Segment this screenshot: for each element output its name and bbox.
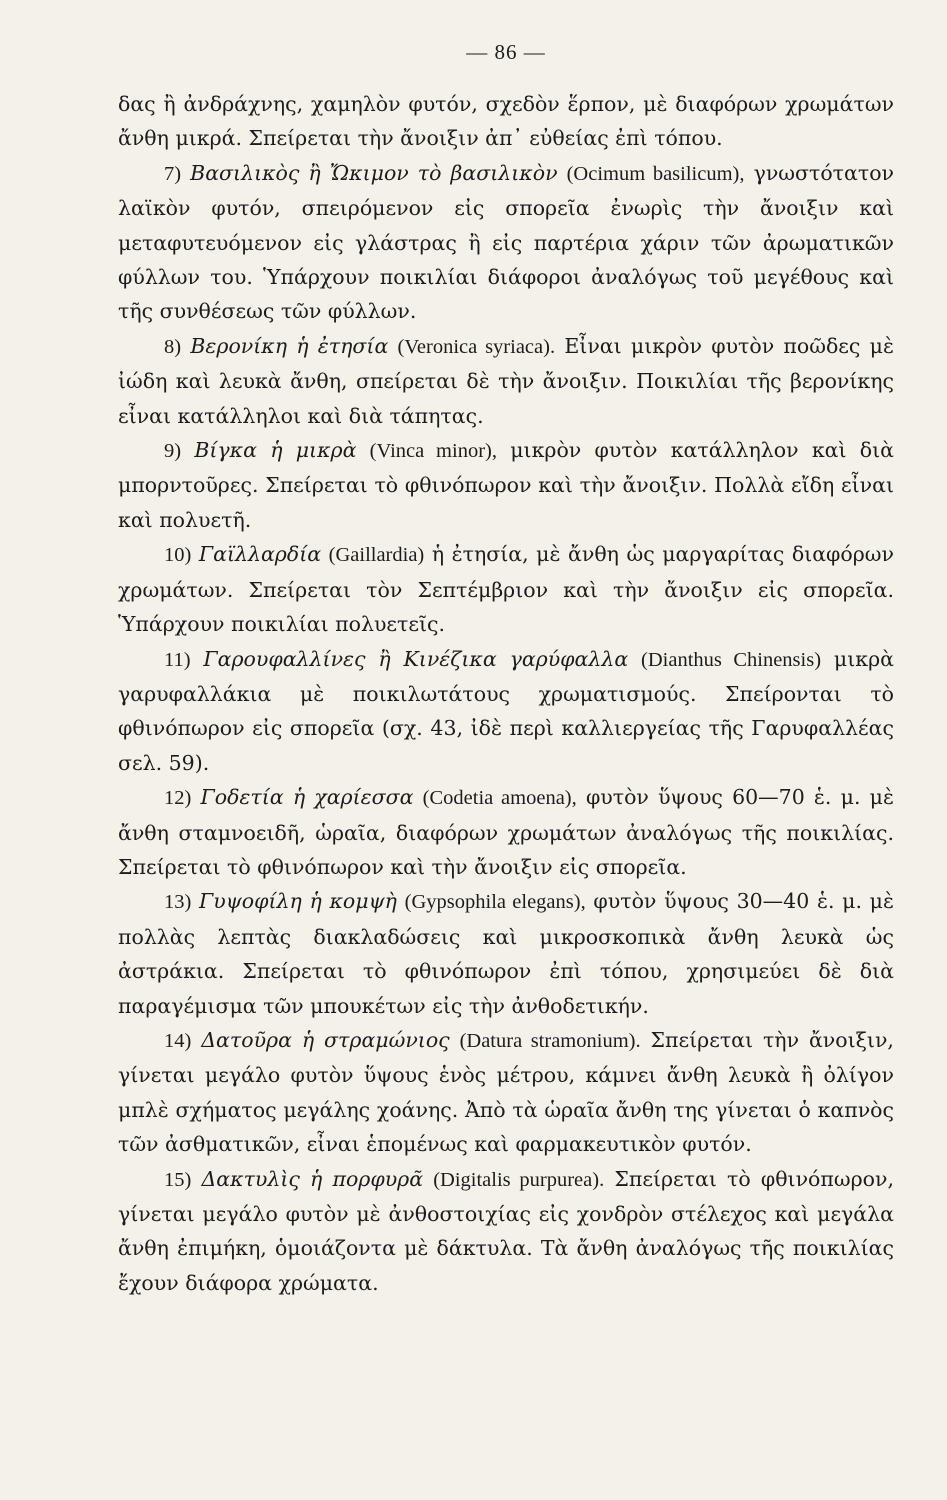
latin-name: (Gypsophila elegans),	[404, 891, 586, 914]
page-number: — 86 —	[466, 40, 546, 64]
entry-number: 13)	[164, 891, 192, 914]
entry-number: 7)	[164, 162, 182, 185]
plant-entry	[118, 1023, 894, 1162]
plant-entry	[118, 433, 894, 537]
plant-entries	[118, 156, 894, 1300]
entry-description: φυτὸν ὕψους 30—40 ἑ. μ. μὲ πολλὰς λεπτὰς διακλαδώσεις καὶ μικροσκοπικὰ ἄνθη λευκὰ ὡς ἀστράκια. Σπείρεται τὸ φθινόπωρον ἐπὶ τόπου, χρησιμεύει δὲ διὰ παραγέμισμα τῶν μπουκέτων εἰς τὴν ἀνθοδετικήν.	[118, 889, 894, 1018]
entry-number: 11)	[164, 648, 191, 671]
plant-entry	[118, 1162, 894, 1301]
latin-name: (Dianthus Chinensis)	[641, 648, 822, 671]
latin-name: (Vinca minor),	[369, 440, 497, 463]
entry-description: μικρὰ γαρυφαλλάκια μὲ ποικιλωτάτους χρωματισμούς. Σπείρονται τὸ φθινόπωρον εἰς σπορεῖα (σχ. 43, ἰδὲ περὶ καλλιεργείας τῆς Γαρυφαλλέας σελ. 59).	[118, 646, 894, 775]
plant-entry	[118, 156, 894, 329]
entry-number: 14)	[164, 1029, 192, 1052]
latin-name: (Veronica syriaca).	[397, 335, 556, 358]
entry-description: ἡ ἐτησία, μὲ ἄνθη ὡς μαργαρίτας διαφόρων χρωμάτων. Σπείρεται τὸν Σεπτέμβριον καὶ τὴν ἄνοιξιν εἰς σπορεῖα. Ὑπάρχουν ποικιλίαι πολυετεῖς.	[118, 542, 894, 637]
latin-name: (Datura stramonium).	[459, 1029, 641, 1052]
entry-description: γνωστότατον λαϊκὸν φυτόν, σπειρόμενον εἰς σπορεῖα ἐνωρὶς τὴν ἄνοιξιν καὶ μεταφυτευόμενον εἰς γλάστρας ἢ εἰς παρτέρια χάριν τῶν ἀρωματικῶν φύλλων του. Ὑπάρχουν ποικιλίαι διάφοροι ἀναλόγως τοῦ μεγέθους καὶ τῆς συνθέσεως τῶν φύλλων.	[118, 160, 894, 324]
entry-description: Σπείρεται τὸ φθινόπωρον, γίνεται μεγάλο φυτὸν μὲ ἀνθοστοιχίας εἰς χονδρὸν στέλεχος καὶ μεγάλα ἄνθη ἐπιμήκη, ὁμοιάζοντα μὲ δάκτυλα. Τὰ ἄνθη ἀναλόγως τῆς ποικιλίας ἔχουν διάφορα χρώματα.	[118, 1166, 894, 1295]
entry-description: Σπείρεται τὴν ἄνοιξιν, γίνεται μεγάλο φυτὸν ὕψους ἑνὸς μέτρου, κάμνει ἄνθη λευκὰ ἢ ὀλίγον μπλὲ σχήματος μεγάλης χοάνης. Ἀπὸ τὰ ὡραῖα ἄνθη της γίνεται ὁ καπνὸς τῶν ἀσθματικῶν, εἶναι ἑπομένως καὶ φαρμακευτικὸν φυτόν.	[118, 1027, 894, 1157]
latin-name: (Codetia amoena),	[422, 787, 577, 810]
entry-number: 9)	[164, 440, 182, 463]
entry-description: φυτὸν ὕψους 60—70 ἑ. μ. μὲ ἄνθη σταμνοειδῆ, ὡραῖα, διαφόρων χρωμάτων ἀναλόγως τῆς ποικιλίας. Σπείρεται τὸ φθινόπωρον καὶ τὴν ἄνοιξιν εἰς σπορεῖα.	[118, 785, 894, 879]
entry-description: Εἶναι μικρὸν φυτὸν ποῶδες μὲ ἰώδη καὶ λευκὰ ἄνθη, σπείρεται δὲ τὴν ἄνοιξιν. Ποικιλίαι τῆς βερονίκης εἶναι κατάλληλοι καὶ διὰ τάπητας.	[118, 333, 894, 428]
entry-number: 15)	[164, 1168, 192, 1191]
greek-name: Γαρουφαλλίνες ἢ Κινέζικα γαρύφαλλα	[203, 646, 629, 671]
entry-number: 8)	[164, 335, 182, 358]
greek-name: Βίγκα ἡ μικρὰ	[194, 438, 357, 463]
plant-entry	[118, 329, 894, 433]
entry-description: μικρὸν φυτὸν κατάλληλον καὶ διὰ μπορντοῦρες. Σπείρεται τὸ φθινόπωρον καὶ τὴν ἄνοιξιν. Πολλὰ εἴδη εἶναι καὶ πολυετῆ.	[118, 438, 894, 532]
latin-name: (Gaillardia)	[328, 544, 425, 567]
book-page	[118, 40, 894, 1300]
entry-number: 10)	[164, 544, 192, 567]
page-body	[118, 87, 894, 1300]
greek-name: Γυψοφίλη ἡ κομψὴ	[199, 889, 397, 914]
plant-entry	[118, 884, 894, 1023]
entry-number: 12)	[164, 787, 192, 810]
plant-entry	[118, 642, 894, 781]
opening-paragraph: δας ἢ ἀνδράχνης, χαμηλὸν φυτόν, σχεδὸν ἕρπον, μὲ διαφόρων χρωμάτων ἄνθη μικρά. Σπείρεται τὴν ἄνοιξιν ἀπ᾽ εὐθείας ἐπὶ τόπου.	[118, 92, 894, 151]
greek-name: Βερονίκη ἡ ἐτησία	[190, 333, 389, 358]
latin-name: (Ocimum basilicum),	[566, 162, 745, 185]
plant-entry	[118, 537, 894, 641]
greek-name: Γαϊλλαρδία	[198, 542, 322, 567]
greek-name: Γοδετία ἡ χαρίεσσα	[200, 785, 414, 810]
greek-name: Δακτυλὶς ἡ πορφυρᾶ	[201, 1166, 424, 1191]
greek-name: Βασιλικὸς ἢ Ὤκιμον τὸ βασιλικὸν	[190, 160, 558, 185]
latin-name: (Digitalis purpurea).	[433, 1168, 605, 1191]
plant-entry	[118, 780, 894, 884]
greek-name: Δατοῦρα ἡ στραμώνιος	[201, 1027, 450, 1052]
